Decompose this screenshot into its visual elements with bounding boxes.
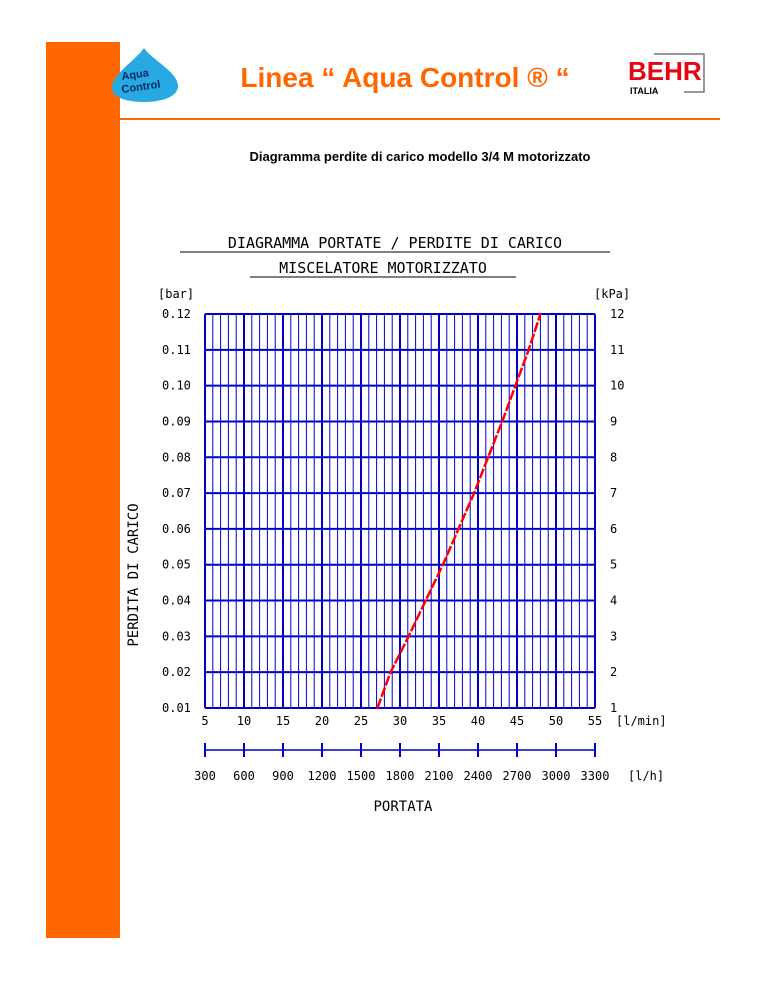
x2-tick: 2400 [463,769,493,783]
series-point [425,599,427,601]
x-tick: 10 [236,714,252,728]
sidebar-bar [46,42,120,938]
chart-subtitle: MISCELATORE MOTORIZZATO [279,259,487,277]
y-tick-left: 0.11 [162,342,191,357]
x-axis-label: PORTATA [373,799,433,815]
x2-tick: 300 [194,769,216,783]
y-tick-right: 9 [610,414,618,429]
y-tick-left: 0.08 [162,450,191,465]
y-tick-right: 11 [610,342,625,357]
chart-title: DIAGRAMMA PORTATE / PERDITE DI CARICO [227,234,563,252]
x-tick: 25 [353,714,369,728]
x2-tick: 2100 [424,769,454,783]
series-point [376,707,378,709]
x2-tick: 1800 [385,769,415,783]
y-tick-left: 0.07 [162,486,191,501]
y-unit-left: [bar] [158,287,195,301]
y-tick-right: 2 [610,665,618,680]
page-title: Linea “ Aqua Control ® “ [240,62,570,93]
series-point [457,528,459,530]
logo-left-line1: Aqua [120,67,150,83]
x-tick: 45 [509,714,525,728]
series-line [377,314,540,708]
y-tick-left: 0.03 [162,629,191,644]
y-tick-left: 0.06 [162,521,191,536]
series-point [389,671,391,673]
series-point [407,635,409,637]
behr-logo [626,52,710,100]
x2-tick: 3000 [541,769,571,783]
y-tick-left: 0.12 [162,307,191,321]
behr-logo-subtext: ITALIA [630,86,659,96]
aqua-control-logo [104,44,186,102]
y-tick-right: 12 [610,307,625,321]
x2-tick: 900 [272,769,294,783]
y-tick-left: 0.01 [162,701,191,715]
y-tick-left: 0.10 [162,378,191,393]
y-unit-right: [kPa] [594,287,631,301]
tick-labels [162,307,667,783]
x2-tick: 600 [233,769,255,783]
x-tick: 40 [470,714,486,728]
pressure-loss-chart [118,228,678,828]
y-tick-right: 6 [610,521,618,536]
page-subtitle: Diagramma perdite di carico modello 3/4 M motorizzato [249,149,591,164]
logo-left-line2: Control [120,78,162,96]
y-tick-right: 3 [610,629,618,644]
major-gridlines [205,314,595,708]
x2-tick: 1500 [346,769,376,783]
y-tick-left: 0.04 [162,593,191,608]
x-tick: 55 [587,714,603,728]
y-tick-left: 0.09 [162,414,191,429]
x-tick: 30 [392,714,408,728]
series-point [473,492,475,494]
y-tick-right: 10 [610,378,625,393]
series-point [528,349,530,351]
series-point [442,564,444,566]
y-tick-right: 4 [610,593,618,608]
x2-tick: 3300 [580,769,610,783]
y-tick-left: 0.05 [162,557,191,572]
y-tick-right: 1 [610,701,618,715]
y-tick-right: 7 [610,486,618,501]
y-tick-left: 0.02 [162,665,191,680]
x-tick: 50 [548,714,564,728]
y-tick-right: 8 [610,450,618,465]
x2-tick: 1200 [307,769,337,783]
x-tick: 5 [201,714,209,728]
x-tick: 15 [275,714,291,728]
series-point [487,456,489,458]
series-point [514,384,516,386]
behr-logo-text: BEHR [628,56,702,86]
x-unit-secondary: [l/h] [628,769,665,783]
header-divider [92,118,720,120]
series-point [501,420,503,422]
secondary-x-axis [205,743,595,757]
x2-tick: 2700 [502,769,532,783]
y-axis-label: PERDITA DI CARICO [126,503,142,647]
x-unit-primary: [l/min] [616,714,667,728]
x-tick: 20 [314,714,330,728]
x-tick: 35 [431,714,447,728]
series-point [539,313,541,315]
y-tick-right: 5 [610,557,618,572]
